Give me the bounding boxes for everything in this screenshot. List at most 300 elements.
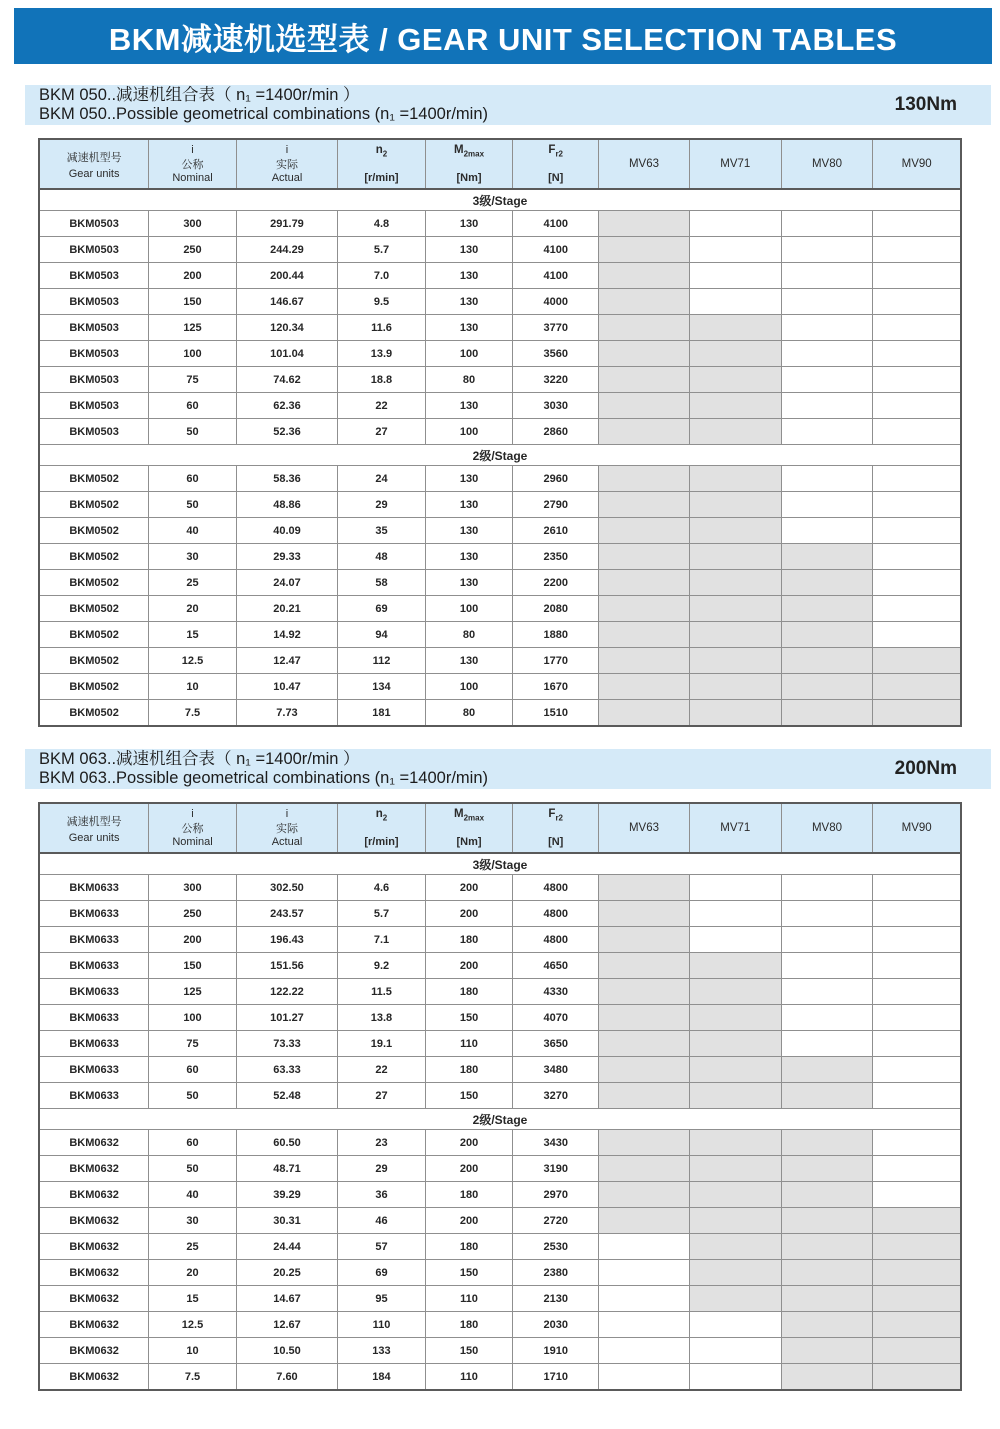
actual-symbol: i: [285, 808, 289, 820]
actual-cell: 243.57: [236, 901, 337, 927]
section-titles: [39, 750, 488, 788]
mv-cell-mv80: [781, 674, 873, 700]
mv-cell-mv90: [873, 518, 961, 544]
model-cell: BKM0632: [39, 1156, 149, 1182]
mv-cell-mv80: [781, 1031, 873, 1057]
model-cell: BKM0633: [39, 1031, 149, 1057]
nominal-cell: 10: [149, 1338, 237, 1364]
mv-cell-mv63: [599, 518, 690, 544]
fr2-cell: 1670: [513, 674, 599, 700]
model-cell: BKM0632: [39, 1260, 149, 1286]
n2-cell: 7.1: [338, 927, 426, 953]
column-header-mv80: [781, 803, 873, 853]
n2-cell: 5.7: [338, 237, 426, 263]
table-row: [39, 211, 961, 237]
nominal-cell: 150: [149, 953, 237, 979]
stage-row: [39, 189, 961, 211]
actual-cell: 244.29: [236, 237, 337, 263]
mv-cell-mv80: [781, 1005, 873, 1031]
table-row: [39, 315, 961, 341]
mv-cell-mv63: [599, 367, 690, 393]
fr2-cell: 3480: [513, 1057, 599, 1083]
m2max-cell: 180: [425, 927, 513, 953]
mv-cell-mv71: [689, 570, 781, 596]
nominal-cell: 50: [149, 1083, 237, 1109]
nominal-cell: 125: [149, 315, 237, 341]
section-title-en: BKM 063..Possible geometrical combinations (n₁ =1400r/min): [39, 769, 488, 787]
fr2-cell: 4100: [513, 237, 599, 263]
nominal-cell: 60: [149, 1057, 237, 1083]
mv-cell-mv80: [781, 211, 873, 237]
mv-cell-mv90: [873, 263, 961, 289]
table-row: [39, 237, 961, 263]
m2max-cell: 150: [425, 1338, 513, 1364]
mv-cell-mv90: [873, 700, 961, 727]
mv-cell-mv71: [689, 492, 781, 518]
fr2-cell: 3560: [513, 341, 599, 367]
mv-cell-mv90: [873, 341, 961, 367]
column-header-fr2-stack: [513, 142, 598, 186]
model-cell: BKM0502: [39, 622, 149, 648]
mv-cell-mv63: [599, 979, 690, 1005]
m2max-cell: 180: [425, 1182, 513, 1208]
mv-cell-mv63: [599, 263, 690, 289]
column-header-gear-units: [39, 139, 149, 189]
fr2-unit: [N]: [548, 171, 564, 184]
actual-cell: 63.33: [236, 1057, 337, 1083]
nominal-cell: 75: [149, 1031, 237, 1057]
table-row: [39, 518, 961, 544]
nominal-cell: 100: [149, 1005, 237, 1031]
fr2-symbol: [513, 144, 598, 158]
m2max-cell: 110: [425, 1364, 513, 1391]
n2-cell: 19.1: [338, 1031, 426, 1057]
mv-cell-mv63: [599, 1182, 690, 1208]
actual-cell: 24.07: [236, 570, 337, 596]
fr2-cell: 3770: [513, 315, 599, 341]
nominal-cell: 12.5: [149, 1312, 237, 1338]
column-header-n2-stack: [338, 142, 425, 186]
table-row: [39, 648, 961, 674]
n2-cell: 181: [338, 700, 426, 727]
mv-cell-mv90: [873, 596, 961, 622]
mv80-label: MV80: [811, 158, 843, 170]
section-header: [25, 85, 991, 125]
m2max-cell: 200: [425, 875, 513, 901]
mv80-label: MV80: [811, 822, 843, 834]
column-header-mv90: [873, 139, 961, 189]
mv-cell-mv71: [689, 393, 781, 419]
mv-cell-mv90: [873, 1260, 961, 1286]
m2max-cell: 130: [425, 544, 513, 570]
table-row: [39, 367, 961, 393]
mv-cell-mv63: [599, 1208, 690, 1234]
n2-spacer: [338, 823, 425, 835]
fr2-cell: 2130: [513, 1286, 599, 1312]
table-row: [39, 570, 961, 596]
n2-cell: 69: [338, 1260, 426, 1286]
mv-cell-mv80: [781, 622, 873, 648]
model-cell: BKM0502: [39, 544, 149, 570]
column-header-m2max-stack: [426, 806, 513, 850]
model-cell: BKM0502: [39, 700, 149, 727]
n2-cell: 5.7: [338, 901, 426, 927]
column-header-m2max: [425, 139, 513, 189]
column-header-i-actual: [236, 803, 337, 853]
section-title-en: BKM 050..Possible geometrical combinations (n₁ =1400r/min): [39, 105, 488, 123]
model-cell: BKM0633: [39, 1057, 149, 1083]
table-row: [39, 901, 961, 927]
section-header: [25, 749, 991, 789]
mv-cell-mv71: [689, 1286, 781, 1312]
model-cell: BKM0632: [39, 1364, 149, 1391]
mv-cell-mv63: [599, 953, 690, 979]
fr2-cell: 1880: [513, 622, 599, 648]
gear-units-label-zh: 减速机型号: [66, 151, 122, 164]
mv-cell-mv63: [599, 419, 690, 445]
actual-cell: 7.60: [236, 1364, 337, 1391]
mv-cell-mv71: [689, 1234, 781, 1260]
m2max-cell: 100: [425, 674, 513, 700]
mv-cell-mv90: [873, 289, 961, 315]
fr2-cell: 2030: [513, 1312, 599, 1338]
column-header-i-actual-stack: [237, 142, 337, 186]
fr2-cell: 2960: [513, 466, 599, 492]
mv-cell-mv63: [599, 393, 690, 419]
table-row: [39, 1364, 961, 1391]
n2-cell: 9.2: [338, 953, 426, 979]
m2max-cell: 150: [425, 1260, 513, 1286]
mv-cell-mv71: [689, 289, 781, 315]
nominal-cell: 100: [149, 341, 237, 367]
mv-cell-mv80: [781, 901, 873, 927]
mv-cell-mv80: [781, 1338, 873, 1364]
nominal-cell: 25: [149, 570, 237, 596]
m2max-cell: 150: [425, 1083, 513, 1109]
mv-cell-mv80: [781, 1130, 873, 1156]
column-header-mv63: [599, 139, 690, 189]
n2-cell: 22: [338, 393, 426, 419]
fr2-cell: 2720: [513, 1208, 599, 1234]
mv-cell-mv80: [781, 1156, 873, 1182]
fr2-cell: 3270: [513, 1083, 599, 1109]
mv-cell-mv90: [873, 1208, 961, 1234]
fr2-cell: 3650: [513, 1031, 599, 1057]
table-row: [39, 1130, 961, 1156]
mv-cell-mv63: [599, 674, 690, 700]
n2-cell: 110: [338, 1312, 426, 1338]
fr2-spacer: [513, 823, 598, 835]
mv-cell-mv80: [781, 953, 873, 979]
actual-cell: 58.36: [236, 466, 337, 492]
mv-cell-mv80: [781, 979, 873, 1005]
nominal-cell: 12.5: [149, 648, 237, 674]
nominal-cell: 40: [149, 1182, 237, 1208]
mv-cell-mv80: [781, 570, 873, 596]
model-cell: BKM0502: [39, 492, 149, 518]
fr2-cell: 2380: [513, 1260, 599, 1286]
fr2-cell: 3030: [513, 393, 599, 419]
model-cell: BKM0502: [39, 518, 149, 544]
model-cell: BKM0632: [39, 1182, 149, 1208]
mv-cell-mv80: [781, 289, 873, 315]
mv-cell-mv71: [689, 1338, 781, 1364]
model-cell: BKM0502: [39, 570, 149, 596]
mv-cell-mv90: [873, 570, 961, 596]
model-cell: BKM0633: [39, 979, 149, 1005]
fr2-cell: 4650: [513, 953, 599, 979]
page-title: BKM减速机选型表 / GEAR UNIT SELECTION TABLES: [108, 21, 898, 57]
mv-cell-mv71: [689, 979, 781, 1005]
model-cell: BKM0633: [39, 927, 149, 953]
model-cell: BKM0633: [39, 875, 149, 901]
mv-cell-mv71: [689, 419, 781, 445]
mv90-label: MV90: [901, 158, 932, 170]
mv-cell-mv63: [599, 1286, 690, 1312]
gear-units-label-en: Gear units: [68, 167, 120, 180]
mv-cell-mv71: [689, 263, 781, 289]
fr2-cell: 4330: [513, 979, 599, 1005]
mv-cell-mv90: [873, 1364, 961, 1391]
n2-cell: 48: [338, 544, 426, 570]
m2max-cell: 80: [425, 367, 513, 393]
mv-cell-mv63: [599, 648, 690, 674]
nominal-cell: 50: [149, 492, 237, 518]
actual-cell: 39.29: [236, 1182, 337, 1208]
nominal-cell: 60: [149, 393, 237, 419]
table-row: [39, 927, 961, 953]
nominal-cell: 50: [149, 1156, 237, 1182]
nominal-cell: 50: [149, 419, 237, 445]
n2-symbol-sub: 2: [382, 149, 388, 159]
column-header-n2: [338, 139, 426, 189]
actual-cell: 302.50: [236, 875, 337, 901]
n2-cell: 95: [338, 1286, 426, 1312]
mv-cell-mv90: [873, 875, 961, 901]
table-row: [39, 1338, 961, 1364]
table-row: [39, 393, 961, 419]
mv-cell-mv63: [599, 315, 690, 341]
column-header-fr2: [513, 139, 599, 189]
fr2-spacer: [513, 159, 598, 171]
stage-label: 2级/Stage: [39, 445, 961, 466]
m2max-symbol-base: M: [454, 144, 464, 156]
mv-cell-mv90: [873, 466, 961, 492]
mv-cell-mv80: [781, 1182, 873, 1208]
n2-unit: [r/min]: [364, 835, 399, 848]
actual-cell: 12.47: [236, 648, 337, 674]
mv-cell-mv80: [781, 1364, 873, 1391]
model-cell: BKM0502: [39, 466, 149, 492]
n2-symbol: [338, 144, 425, 158]
stage-label: 2级/Stage: [39, 1109, 961, 1130]
m2max-cell: 100: [425, 341, 513, 367]
m2max-cell: 130: [425, 211, 513, 237]
n2-cell: 27: [338, 419, 426, 445]
model-cell: BKM0632: [39, 1338, 149, 1364]
mv-cell-mv63: [599, 622, 690, 648]
mv-cell-mv90: [873, 979, 961, 1005]
m2max-cell: 110: [425, 1031, 513, 1057]
mv-cell-mv80: [781, 315, 873, 341]
table-row: [39, 1260, 961, 1286]
mv-cell-mv63: [599, 341, 690, 367]
table-row: [39, 341, 961, 367]
column-header-mv71: [689, 803, 781, 853]
mv-cell-mv90: [873, 1234, 961, 1260]
fr2-symbol-base: F: [548, 808, 556, 820]
mv-cell-mv71: [689, 1031, 781, 1057]
column-header-i-nominal: [149, 803, 237, 853]
catalog-page: [0, 8, 1000, 1391]
fr2-cell: 4800: [513, 927, 599, 953]
table-row: [39, 419, 961, 445]
nominal-cell: 20: [149, 596, 237, 622]
m2max-cell: 200: [425, 1130, 513, 1156]
torque-badge: 200Nm: [894, 758, 957, 779]
n2-cell: 4.6: [338, 875, 426, 901]
model-cell: BKM0632: [39, 1234, 149, 1260]
mv-cell-mv80: [781, 492, 873, 518]
section-titles: [39, 86, 488, 124]
header-row: [39, 139, 961, 189]
nominal-cell: 150: [149, 289, 237, 315]
mv-cell-mv63: [599, 1364, 690, 1391]
actual-cell: 48.86: [236, 492, 337, 518]
mv-cell-mv63: [599, 466, 690, 492]
mv-cell-mv90: [873, 492, 961, 518]
n2-unit: [r/min]: [364, 171, 399, 184]
fr2-cell: 4800: [513, 875, 599, 901]
stage-row: [39, 1109, 961, 1130]
nominal-cell: 60: [149, 466, 237, 492]
actual-cell: 101.04: [236, 341, 337, 367]
column-header-fr2: [513, 803, 599, 853]
torque-badge: 130Nm: [894, 94, 957, 115]
actual-cell: 73.33: [236, 1031, 337, 1057]
stage-label: 3级/Stage: [39, 853, 961, 875]
column-header-gear-units: [39, 803, 149, 853]
m2max-cell: 180: [425, 1312, 513, 1338]
table-row: [39, 1234, 961, 1260]
fr2-cell: 2610: [513, 518, 599, 544]
mv-cell-mv71: [689, 953, 781, 979]
gear-units-label-zh: 减速机型号: [66, 815, 122, 828]
m2max-unit: [Nm]: [456, 835, 482, 848]
mv-cell-mv63: [599, 596, 690, 622]
mv-cell-mv90: [873, 1057, 961, 1083]
mv-cell-mv71: [689, 237, 781, 263]
mv-cell-mv90: [873, 622, 961, 648]
mv-cell-mv63: [599, 237, 690, 263]
actual-label-zh: 实际: [275, 823, 298, 835]
table-row: [39, 700, 961, 727]
nominal-cell: 250: [149, 901, 237, 927]
m2max-cell: 130: [425, 263, 513, 289]
m2max-symbol-sub: 2max: [463, 813, 485, 823]
m2max-symbol-sub: 2max: [463, 149, 485, 159]
n2-cell: 22: [338, 1057, 426, 1083]
n2-cell: 184: [338, 1364, 426, 1391]
mv-cell-mv71: [689, 596, 781, 622]
mv-cell-mv90: [873, 393, 961, 419]
table-row: [39, 1286, 961, 1312]
model-cell: BKM0503: [39, 341, 149, 367]
table-row: [39, 1083, 961, 1109]
model-cell: BKM0503: [39, 211, 149, 237]
mv-cell-mv63: [599, 1031, 690, 1057]
fr2-cell: 3190: [513, 1156, 599, 1182]
mv-cell-mv63: [599, 875, 690, 901]
mv-cell-mv63: [599, 901, 690, 927]
table-head: [39, 139, 961, 189]
mv-cell-mv71: [689, 1182, 781, 1208]
m2max-cell: 130: [425, 466, 513, 492]
actual-cell: 52.36: [236, 419, 337, 445]
mv-cell-mv63: [599, 1260, 690, 1286]
mv-cell-mv63: [599, 700, 690, 727]
n2-cell: 18.8: [338, 367, 426, 393]
n2-cell: 58: [338, 570, 426, 596]
model-cell: BKM0503: [39, 393, 149, 419]
nominal-cell: 60: [149, 1130, 237, 1156]
model-cell: BKM0633: [39, 1083, 149, 1109]
nominal-cell: 20: [149, 1260, 237, 1286]
actual-cell: 52.48: [236, 1083, 337, 1109]
mv-cell-mv80: [781, 875, 873, 901]
stage-label: 3级/Stage: [39, 189, 961, 211]
mv-cell-mv71: [689, 700, 781, 727]
mv-cell-mv71: [689, 367, 781, 393]
m2max-symbol-base: M: [454, 808, 464, 820]
mv-cell-mv90: [873, 674, 961, 700]
nominal-cell: 200: [149, 927, 237, 953]
mv-cell-mv71: [689, 341, 781, 367]
n2-cell: 24: [338, 466, 426, 492]
m2max-spacer: [426, 823, 513, 835]
fr2-symbol-sub: r2: [555, 813, 563, 823]
n2-cell: 7.0: [338, 263, 426, 289]
m2max-cell: 130: [425, 393, 513, 419]
actual-cell: 60.50: [236, 1130, 337, 1156]
fr2-cell: 4000: [513, 289, 599, 315]
mv-cell-mv90: [873, 1005, 961, 1031]
mv-cell-mv71: [689, 901, 781, 927]
header-row: [39, 803, 961, 853]
nominal-cell: 30: [149, 544, 237, 570]
fr2-cell: 2350: [513, 544, 599, 570]
nominal-label-zh: 公称: [181, 159, 204, 171]
nominal-cell: 75: [149, 367, 237, 393]
n2-cell: 112: [338, 648, 426, 674]
actual-cell: 29.33: [236, 544, 337, 570]
m2max-cell: 130: [425, 315, 513, 341]
nominal-cell: 10: [149, 674, 237, 700]
n2-spacer: [338, 159, 425, 171]
nominal-cell: 15: [149, 622, 237, 648]
mv-cell-mv63: [599, 1130, 690, 1156]
m2max-cell: 200: [425, 953, 513, 979]
mv-cell-mv80: [781, 700, 873, 727]
actual-cell: 20.25: [236, 1260, 337, 1286]
table-row: [39, 492, 961, 518]
m2max-cell: 130: [425, 492, 513, 518]
mv-cell-mv80: [781, 1260, 873, 1286]
table-row: [39, 875, 961, 901]
gear-table: [38, 802, 962, 1391]
page-banner: [14, 8, 992, 64]
n2-cell: 11.5: [338, 979, 426, 1005]
